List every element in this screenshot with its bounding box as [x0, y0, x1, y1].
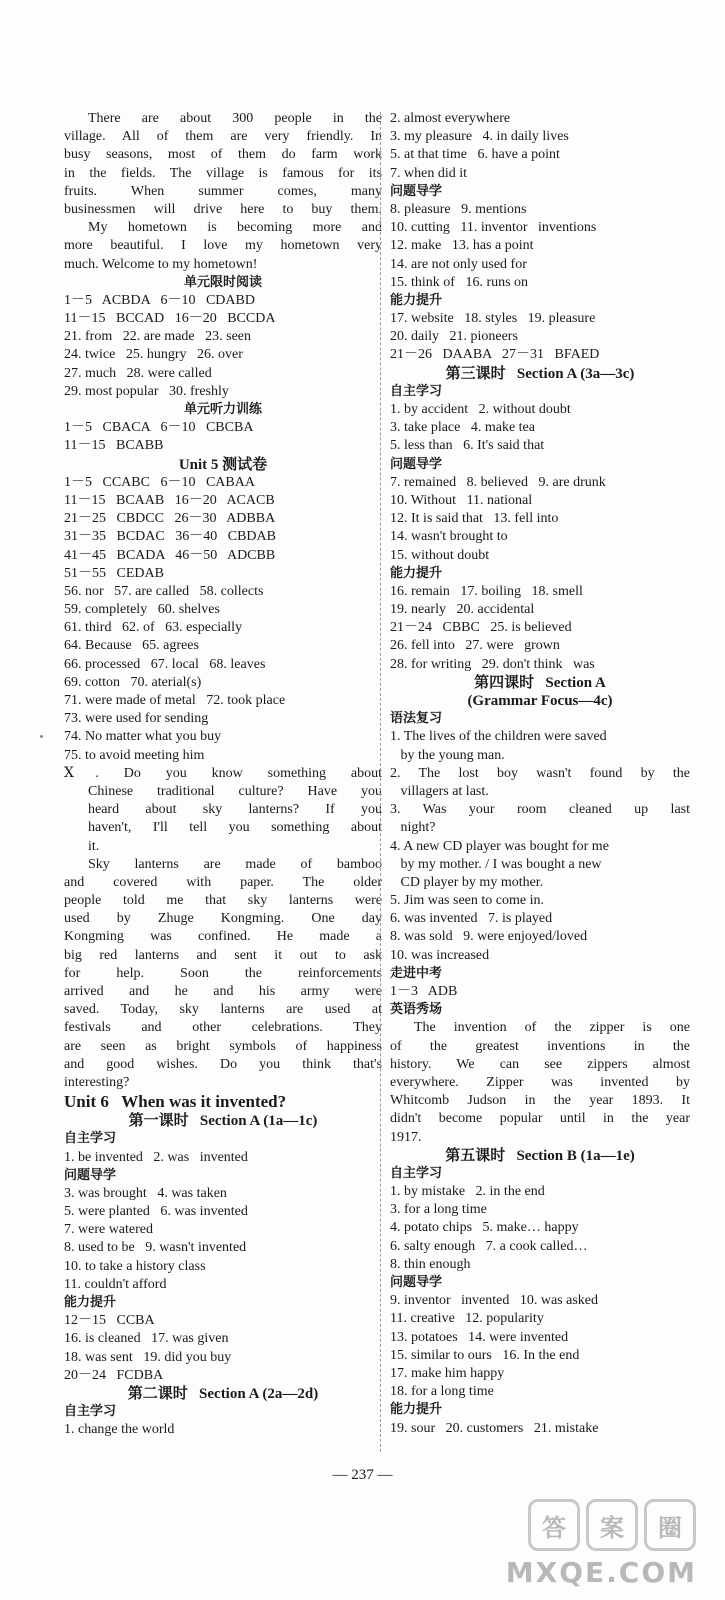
- text-line: 19. nearly 20. accidental: [390, 602, 535, 618]
- text-line: 21－24 CBBC 25. is believed: [390, 620, 572, 636]
- watermark-char: 案: [586, 1499, 638, 1551]
- text-line: 能力提升: [390, 292, 443, 308]
- text-line: used by Zhuge Kongming. One day: [64, 911, 382, 927]
- text-line: arrived and he and his army were: [64, 984, 382, 999]
- text-line: 第五课时 Section B (1a—1e): [445, 1147, 635, 1164]
- text-line: 64. Because 65. agrees: [64, 638, 199, 654]
- text-line: businessmen will drive here to buy them.: [64, 201, 382, 217]
- text-line: 1. be invented 2. was invented: [64, 1149, 248, 1165]
- text-line: 28. for writing 29. don't think was: [390, 656, 595, 672]
- text-line: 8. thin enough: [390, 1256, 471, 1272]
- text-line: heard about sky lanterns? If you: [88, 802, 382, 818]
- text-line: 10. cutting 11. inventor inventions: [390, 220, 597, 236]
- watermark-char: 答: [528, 1499, 580, 1551]
- text-line: 能力提升: [64, 1295, 117, 1310]
- text-line: 5. less than 6. It's said that: [390, 438, 545, 454]
- text-line: 1－5 CBACA 6－10 CBCBA: [64, 420, 254, 436]
- text-line: Sky lanterns are made of bamboo: [88, 856, 382, 872]
- text-line: 66. processed 67. local 68. leaves: [64, 656, 266, 672]
- text-line: 1. The lives of the children were saved: [390, 729, 607, 745]
- text-line: 第二课时 Section A (2a—2d): [127, 1385, 319, 1402]
- text-line: 4. potato chips 5. make… happy: [390, 1220, 579, 1236]
- text-line: 1. by mistake 2. in the end: [390, 1184, 545, 1200]
- text-line: 75. to avoid meeting him: [64, 747, 205, 763]
- text-line: 英语秀场: [390, 1002, 443, 1018]
- text-line: 11－15 BCAAB 16－20 ACACB: [64, 492, 275, 508]
- text-line: and good wishes. Do you think that's: [64, 1056, 382, 1072]
- text-line: 3. my pleasure 4. in daily lives: [390, 129, 569, 145]
- text-line: 5. at that time 6. have a point: [390, 147, 560, 163]
- text-line: The invention of the zipper is one: [414, 1020, 690, 1036]
- text-line: There are about 300 people in the: [88, 111, 382, 126]
- watermark-badge: [527, 1500, 697, 1550]
- text-line: 15. similar to ours 16. In the end: [390, 1347, 580, 1363]
- text-line: 语法复习: [390, 711, 443, 727]
- text-line: 2. The lost boy wasn't found by the: [390, 765, 690, 781]
- text-line: (Grammar Focus—4c): [467, 693, 613, 709]
- text-line: 1917.: [390, 1129, 422, 1145]
- text-line: 13. potatoes 14. were invented: [390, 1329, 569, 1345]
- text-line: by the young man.: [390, 747, 505, 763]
- text-line: My hometown is becoming more and: [88, 220, 382, 236]
- text-line: 27. much 28. were called: [64, 365, 212, 381]
- text-line: 问题导学: [64, 1167, 117, 1183]
- text-line: 走进中考: [390, 965, 443, 981]
- left-column: [64, 110, 382, 1440]
- text-line: 问题导学: [390, 183, 443, 199]
- watermark-logo: [505, 1500, 717, 1590]
- text-line: 9. inventor invented 10. was asked: [390, 1293, 599, 1309]
- print-speck: [40, 735, 43, 738]
- text-line: more beautiful. I love my hometown very: [64, 238, 382, 254]
- text-line: 3. for a long time: [390, 1202, 487, 1218]
- text-line: are seen as bright symbols of happiness: [64, 1038, 382, 1054]
- right-column: [390, 110, 690, 1438]
- text-line: 51－55 CEDAB: [64, 565, 164, 581]
- text-line: Unit 5 测试卷: [178, 456, 268, 473]
- text-line: 18. was sent 19. did you buy: [64, 1349, 232, 1365]
- text-line: 12. make 13. has a point: [390, 238, 534, 254]
- text-line: 11. creative 12. popularity: [390, 1311, 544, 1327]
- text-line: 单元听力训练: [183, 402, 262, 417]
- text-line: 7. when did it: [390, 165, 467, 181]
- text-line: 41－45 BCADA 46－50 ADCBB: [64, 547, 276, 563]
- text-line: it.: [88, 838, 100, 854]
- text-line: Whitcomb Judson in the year 1893. It: [390, 1093, 690, 1109]
- text-line: 16. is cleaned 17. was given: [64, 1331, 229, 1347]
- text-line: 71. were made of metal 72. took place: [64, 693, 286, 708]
- text-line: 5. Jim was seen to come in.: [390, 893, 544, 909]
- text-line: 31－35 BCDAC 36－40 CBDAB: [64, 529, 276, 545]
- text-line: 6. salty enough 7. a cook called…: [390, 1238, 588, 1254]
- text-line: saved. Today, sky lanterns are used at: [64, 1002, 382, 1018]
- text-line: 3. Was your room cleaned up last: [390, 802, 690, 818]
- text-line: for help. Soon the reinforcements: [64, 965, 382, 981]
- text-line: 10. was increased: [390, 947, 490, 963]
- text-line: 1. by accident 2. without doubt: [390, 402, 571, 417]
- text-line: 1－3 ADB: [390, 984, 458, 999]
- text-line: Kongming was confined. He made a: [64, 929, 382, 945]
- text-line: 5. were planted 6. was invented: [64, 1204, 248, 1220]
- text-line: 20. daily 21. pioneers: [390, 329, 518, 345]
- text-line: 6. was invented 7. is played: [390, 911, 553, 927]
- text-line: 59. completely 60. shelves: [64, 602, 220, 618]
- text-line: much. Welcome to my hometown!: [64, 256, 258, 272]
- text-line: 20－24 FCDBA: [64, 1367, 164, 1383]
- text-line: 73. were used for sending: [64, 711, 209, 727]
- text-line: 29. most popular 30. freshly: [64, 383, 229, 399]
- text-line: 自主学习: [64, 1131, 117, 1147]
- text-line: 69. cotton 70. aterial(s): [64, 674, 202, 690]
- text-line: 11－15 BCABB: [64, 438, 164, 454]
- text-line: 8. pleasure 9. mentions: [390, 201, 527, 217]
- text-line: 自主学习: [64, 1404, 117, 1420]
- text-line: 第四课时 Section A: [474, 674, 606, 691]
- text-line: 7. remained 8. believed 9. are drunk: [390, 474, 606, 490]
- text-line: 自主学习: [390, 1165, 443, 1181]
- text-line: big red lanterns and sent it out to ask: [64, 947, 382, 963]
- text-line: 问题导学: [390, 456, 443, 472]
- text-line: 21－25 CBDCC 26－30 ADBBA: [64, 511, 276, 527]
- text-line: fruits. When summer comes, many: [64, 183, 382, 199]
- text-line: 15. think of 16. runs on: [390, 274, 529, 290]
- text-line: everywhere. Zipper was invented by: [390, 1074, 690, 1090]
- watermark-text: MXQE.COM: [505, 1556, 697, 1589]
- text-line: 12－15 CCBA: [64, 1313, 155, 1329]
- text-line: 10. to take a history class: [64, 1258, 206, 1274]
- watermark-char: 圈: [644, 1499, 696, 1551]
- text-line: 16. remain 17. boiling 18. smell: [390, 583, 583, 599]
- text-line: 1. change the world: [64, 1422, 175, 1438]
- text-line: Unit 6 When was it invented?: [64, 1092, 287, 1112]
- text-line: 17. website 18. styles 19. pleasure: [390, 311, 596, 327]
- text-line: 21－26 DAABA 27－31 BFAED: [390, 347, 600, 363]
- column-divider: [380, 112, 381, 1452]
- text-line: festivals and other celebrations. They: [64, 1020, 382, 1036]
- text-line: 56. nor 57. are called 58. collects: [64, 583, 264, 599]
- text-line: of the greatest inventions in the: [390, 1038, 690, 1054]
- text-line: people told me that sky lanterns were: [64, 893, 382, 909]
- text-line: 18. for a long time: [390, 1384, 494, 1400]
- text-line: history. We can see zippers almost: [390, 1056, 690, 1072]
- text-line: 第三课时 Section A (3a—3c): [445, 365, 635, 382]
- text-line: 15. without doubt: [390, 547, 490, 563]
- text-line: CD player by my mother.: [390, 874, 544, 890]
- text-line: 8. used to be 9. wasn't invented: [64, 1240, 247, 1256]
- text-line: 11－15 BCCAD 16－20 BCCDA: [64, 311, 276, 327]
- text-line: 24. twice 25. hungry 26. over: [64, 347, 243, 363]
- text-line: 12. It is said that 13. fell into: [390, 511, 559, 527]
- text-line: 2. almost everywhere: [390, 111, 511, 126]
- text-line: busy seasons, most of them do farm work: [64, 147, 382, 163]
- text-line: 3. was brought 4. was taken: [64, 1185, 227, 1201]
- text-line: 61. third 62. of 63. especially: [64, 620, 243, 636]
- text-line: 问题导学: [390, 1275, 443, 1290]
- text-line: and covered with paper. The older: [64, 874, 382, 890]
- text-line: 1－5 ACBDA 6－10 CDABD: [64, 292, 255, 308]
- text-line: 17. make him happy: [390, 1365, 505, 1381]
- page-number: — 237 —: [332, 1467, 393, 1483]
- text-line: 7. were watered: [64, 1222, 154, 1238]
- text-line: 能力提升: [390, 565, 443, 581]
- text-line: by my mother. / I was bought a new: [390, 856, 602, 872]
- text-line: 第一课时 Section A (1a—1c): [128, 1113, 318, 1130]
- text-line: 14. are not only used for: [390, 256, 527, 272]
- text-line: 10. Without 11. national: [390, 492, 533, 508]
- text-line: haven't, I'll tell you something about: [88, 820, 382, 836]
- text-line: 19. sour 20. customers 21. mistake: [390, 1420, 599, 1436]
- text-line: interesting?: [64, 1074, 130, 1090]
- text-line: 21. from 22. are made 23. seen: [64, 329, 251, 345]
- text-line: 1－5 CCABC 6－10 CABAA: [64, 474, 255, 490]
- text-line: village. All of them are very friendly. In: [64, 129, 382, 145]
- text-line: 4. A new CD player was bought for me: [390, 838, 609, 854]
- text-line: in the fields. The village is famous for its: [64, 165, 382, 181]
- text-line: 能力提升: [390, 1402, 443, 1418]
- text-line: didn't become popular until in the year: [390, 1111, 690, 1127]
- text-line: villagers at last.: [390, 783, 489, 799]
- text-line: 11. couldn't afford: [64, 1276, 167, 1292]
- text-line: night?: [390, 820, 436, 836]
- text-line: 单元限时阅读: [183, 274, 262, 290]
- text-line: Ⅹ. Do you know something about: [64, 765, 382, 781]
- text-line: 26. fell into 27. were grown: [390, 638, 560, 654]
- text-line: 3. take place 4. make tea: [390, 420, 535, 436]
- text-line: 8. was sold 9. were enjoyed/loved: [390, 929, 588, 945]
- text-line: 74. No matter what you buy: [64, 729, 222, 745]
- text-line: 14. wasn't brought to: [390, 529, 508, 545]
- text-line: 自主学习: [390, 383, 443, 399]
- text-line: Chinese traditional culture? Have you: [88, 783, 382, 799]
